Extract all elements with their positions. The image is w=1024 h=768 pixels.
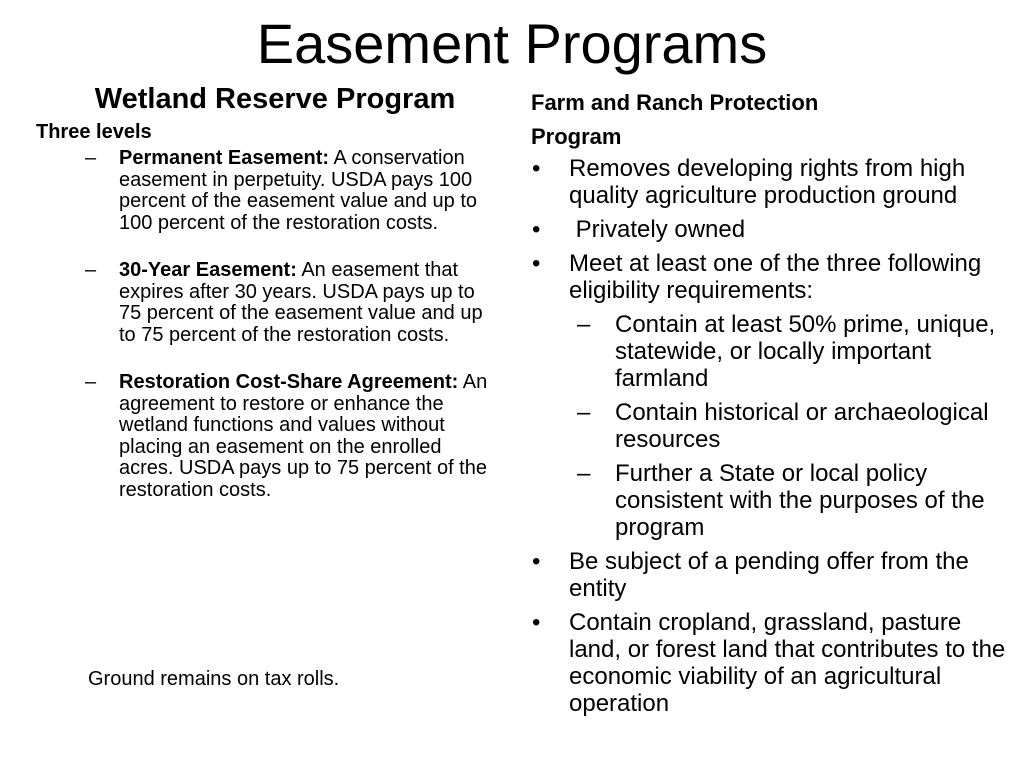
list-item — [569, 399, 1011, 453]
level-label: 30-Year Easement: — [119, 259, 297, 281]
bullet-marker: • — [532, 250, 541, 277]
dash-marker: – — [577, 460, 591, 487]
slide-title: Easement Programs — [256, 12, 768, 75]
requirement-text: Contain historical or archaeological resources — [615, 399, 989, 453]
list-item — [531, 250, 1011, 541]
bullet-marker: • — [532, 548, 541, 575]
eligibility-requirements-list — [569, 311, 1011, 541]
three-levels-label: Three levels — [36, 121, 152, 143]
heading-line: Farm and Ranch Protection — [531, 90, 819, 115]
bullet-marker: • — [532, 609, 541, 636]
farm-ranch-bullets — [531, 155, 1011, 724]
requirement-text: Further a State or local policy consistent with the purposes of the program — [615, 460, 985, 541]
dash-marker: – — [85, 371, 97, 393]
list-item — [531, 155, 1011, 209]
list-item — [569, 460, 1011, 541]
list-item — [569, 311, 1011, 392]
easement-levels-list — [82, 148, 494, 527]
bullet-text: Contain cropland, grassland, pasture land, or forest land that contributes to the economic viability of an agricultural operation — [569, 609, 1006, 717]
bullet-marker: • — [532, 216, 541, 243]
level-label: Restoration Cost-Share Agreement: — [119, 371, 459, 393]
dash-marker: – — [577, 399, 591, 426]
level-item-permanent — [82, 148, 494, 234]
dash-marker: – — [85, 259, 97, 281]
dash-marker: – — [577, 311, 591, 338]
tax-rolls-note: Ground remains on tax rolls. — [88, 668, 340, 690]
list-item — [531, 216, 1011, 243]
bullet-text: Privately owned — [569, 216, 746, 243]
level-text: An easement that expires after 30 years. USDA pays up to 75 percent of the easement value and up to 75 percent of the restoration costs. — [119, 259, 483, 346]
bullet-marker: • — [532, 155, 541, 182]
list-item — [531, 548, 1011, 602]
level-label: Permanent Easement: — [119, 147, 330, 169]
list-item — [531, 609, 1011, 717]
requirement-text: Contain at least 50% prime, unique, statewide, or locally important farmland — [615, 311, 996, 392]
bullet-text: Removes developing rights from high quality agriculture production ground — [569, 155, 966, 209]
level-text: A conservation easement in perpetuity. USDA pays 100 percent of the easement value and up to 100 percent of the restoration costs. — [119, 147, 478, 234]
farm-ranch-heading — [531, 86, 961, 154]
bullet-text: Be subject of a pending offer from the entity — [569, 548, 969, 602]
heading-line: Program — [531, 124, 622, 149]
dash-marker: – — [85, 147, 97, 169]
level-item-restoration — [82, 372, 494, 501]
bullet-text: Meet at least one of the three following eligibility requirements: — [569, 250, 982, 304]
level-item-30-year — [82, 260, 494, 346]
wetland-reserve-heading: Wetland Reserve Program — [94, 83, 456, 115]
level-text: An agreement to restore or enhance the wetland functions and values without placing an easement on the enrolled acres. USDA pays up to 75 percent of the restoration costs. — [119, 371, 488, 501]
